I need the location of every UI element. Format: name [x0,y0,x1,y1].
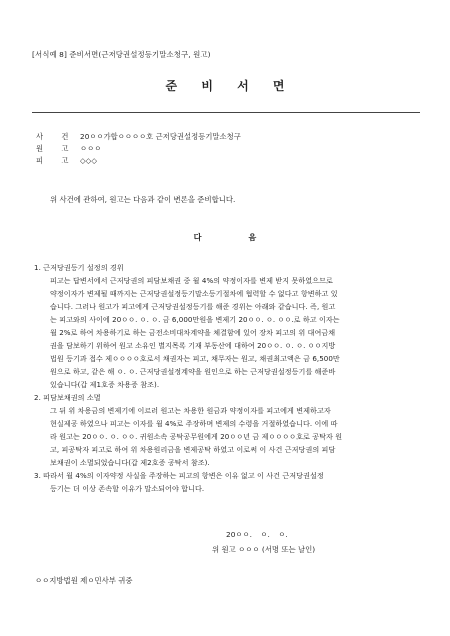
body-line: 법원 등기과 접수 제ㅇㅇㅇㅇ호로서 채권자는 피고, 채무자는 원고, 채권최고액은 금 6,500만 [50,354,340,363]
body-line: 현실제공 하였으나 피고는 이자를 월 4%로 주장하며 변제의 수령을 거절하였습니다. 이에 따 [50,419,338,428]
body-line: 3. 따라서 월 4%의 이자약정 사실을 주장하는 피고의 항변은 이유 없고 이 사건 근저당권설정 [34,471,324,480]
intro-paragraph: 위 사건에 관하여, 원고는 다음과 같이 변론을 준비합니다. [50,195,236,204]
form-label: [서식예 8] 준비서면(근저당권설정등기말소청구, 원고) [32,50,211,59]
body-line: 권을 담보하기 위하여 원고 소유인 별지목록 기재 부동산에 대하여 20ㅇㅇ. ㅇ. ㅇ. ㅇㅇ지방 [50,341,336,350]
section-title: 다 음 [193,232,279,242]
party-row-case [36,132,241,142]
body-line: 1. 근저당권등기 설정의 경위 [34,263,124,272]
body-line: 라 원고는 20ㅇㅇ. ㅇ. ㅇㅇ. 귀원소속 공탁공무원에게 20ㅇㅇ년 금 제ㅇㅇㅇㅇ호로 공탁자 원 [50,432,343,441]
body-line: 있습니다(갑 제1호증 차용증 참조). [50,380,160,389]
party-value: ㅇㅇㅇ [80,144,102,153]
body-line: 그 뒤 위 차용금의 변제기에 이르러 원고는 차용한 원금과 약정이자를 피고에게 변제하고자 [50,406,331,415]
party-row-defendant [36,156,97,166]
body-line: 보채권이 소멸되었습니다(갑 제2호증 공탁서 참조). [50,458,210,467]
title-divider [32,112,420,113]
party-key: 피 고 [36,156,77,165]
body-line: 약정이자가 변제될 때까지는 근저당권설정등기말소등기절차에 협력할 수 없다고 항변하고 있 [50,289,338,298]
court-addressee: ㅇㅇ지방법원 제ㅇ민사부 귀중 [35,576,133,585]
party-row-plaintiff [36,144,101,154]
party-value: ◇◇◇ [80,156,97,165]
body-line: 습니다. 그러나 원고가 피고에게 근저당권설정등기를 해준 경위는 아래와 같습니다. 즉, 원고 [50,302,336,311]
body-line: 월 2%로 하여 차용하기로 하는 금전소비대차계약을 체결함에 있어 장차 피고의 위 대여금채 [50,328,336,337]
body-line: 고, 피공탁자 피고로 하여 위 차용원리금을 변제공탁 하였고 이로써 이 사건 근저당권의 피담 [50,445,336,454]
party-key: 사 건 [36,132,77,141]
body-line: 2. 피담보채권의 소멸 [34,393,101,402]
body-line: 원으로 하고, 같은 해 ㅇ. ㅇ. 근저당권설정계약을 원인으로 하는 근저당권설정등기를 해준바 [50,367,336,376]
party-value: 20ㅇㅇ가합ㅇㅇㅇㅇ호 근저당권설정등기말소청구 [80,132,241,141]
party-key: 원 고 [36,144,77,153]
body-line: 는 피고와의 사이에 20ㅇㅇ. ㅇ. ㅇ. 금 6,000만원을 변제기 20ㅇㅇ. ㅇ. ㅇㅇ.로 하고 이자는 [50,315,340,324]
signature-line: 위 원고 ㅇㅇㅇ (서명 또는 날인) [212,545,316,554]
body-line: 피고는 답변서에서 근저당권의 피담보채권 중 월 4%의 약정이자를 변제 받지 못하였으므로 [50,276,333,285]
body-line: 등기는 더 이상 존속할 이유가 말소되어야 합니다. [50,484,205,493]
document-title: 준 비 서 면 [165,79,295,93]
document-date: 20ㅇㅇ. ㅇ. ㅇ. [226,530,288,539]
